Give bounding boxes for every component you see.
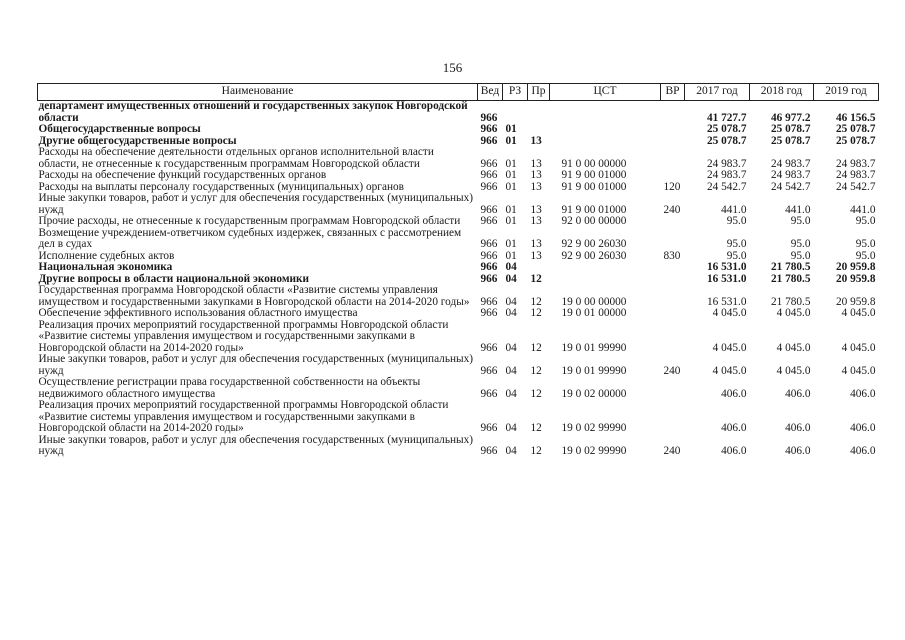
row-rz: 01 — [505, 157, 517, 170]
row-2017: 4 045.0 — [712, 307, 747, 319]
row-rz: 01 — [505, 203, 517, 216]
row-pr: 13 — [530, 157, 542, 170]
row-cst: 91 9 00 01000 — [561, 203, 627, 216]
row-ved: 966 — [480, 215, 498, 227]
row-pr: 12 — [530, 272, 542, 285]
header-name: Наименование — [38, 84, 478, 101]
row-cst: 19 0 02 99990 — [561, 445, 627, 457]
row-2019: 25 078.7 — [835, 134, 876, 147]
row-pr — [528, 101, 550, 125]
row-2018: 406.0 — [785, 387, 811, 400]
table-row — [38, 262, 879, 274]
row-vr — [661, 308, 685, 320]
table-row — [38, 124, 879, 136]
row-cst: 19 0 01 99990 — [561, 341, 627, 354]
row-name: Расходы на обеспечение деятельности отдельных органов исполнительной власти области, не отнесенные к государственным программам Новгородской области — [38, 146, 434, 170]
row-2018: 46 977.2 — [770, 111, 811, 124]
row-2017: 16 531.0 — [706, 261, 747, 273]
row-2017: 406.0 — [721, 445, 747, 457]
header-ved: Вед — [478, 84, 503, 101]
row-cst — [550, 262, 661, 274]
row-rz: 04 — [505, 272, 517, 285]
row-ved: 966 — [480, 169, 498, 181]
row-2019: 20 959.8 — [835, 261, 876, 273]
row-2017: 95.0 — [726, 215, 747, 227]
header-vr: ВР — [661, 84, 685, 101]
header-rz: РЗ — [503, 84, 528, 101]
row-cst: 19 0 00 00000 — [561, 295, 627, 308]
row-pr: 12 — [530, 295, 542, 308]
row-name: Иные закупки товаров, работ и услуг для обеспечения государственных (муниципальных) нужд — [38, 433, 474, 457]
row-rz: 04 — [505, 387, 517, 400]
row-2019: 441.0 — [850, 203, 876, 216]
row-2019: 406.0 — [850, 387, 876, 400]
row-name: Реализация прочих мероприятий государственной программы Новгородской области «Развитие системы управления имуществом и государственными закупками в Новгородской области на 2014-2020 годы» — [38, 399, 449, 434]
row-cst: 92 9 00 26030 — [561, 238, 627, 250]
row-name: Общегосударственные вопросы — [38, 123, 201, 135]
row-name: Национальная экономика — [38, 261, 173, 273]
row-2019: 20 959.8 — [835, 295, 876, 308]
row-2018: 25 078.7 — [770, 123, 811, 135]
row-ved: 966 — [480, 203, 498, 216]
table-row — [38, 377, 879, 400]
row-pr: 13 — [530, 238, 542, 250]
row-pr: 13 — [530, 180, 542, 193]
row-2018: 21 780.5 — [770, 261, 811, 273]
row-cst — [550, 101, 661, 125]
table-row — [38, 400, 879, 435]
page-number: 156 — [442, 60, 463, 75]
row-vr — [661, 136, 685, 148]
row-ved: 966 — [480, 134, 498, 147]
row-2019: 20 959.8 — [835, 272, 876, 285]
row-vr — [661, 216, 685, 228]
row-2017: 95.0 — [726, 249, 747, 262]
header-row — [38, 84, 879, 101]
table-row — [38, 285, 879, 308]
row-2018: 21 780.5 — [770, 272, 811, 285]
row-2017: 16 531.0 — [706, 295, 747, 308]
row-name: Государственная программа Новгородской области «Развитие системы управления имуществом и государственными закупками в Новгородской области на 2014-2020 годы» — [38, 284, 470, 308]
row-cst: 19 0 01 00000 — [561, 307, 627, 319]
row-2017: 441.0 — [721, 203, 747, 216]
row-name: Расходы на обеспечение функций государственных органов — [38, 169, 327, 181]
row-2018: 406.0 — [785, 445, 811, 457]
table-row — [38, 354, 879, 377]
row-name: Иные закупки товаров, работ и услуг для обеспечения государственных (муниципальных) нужд — [38, 192, 474, 216]
row-2017: 16 531.0 — [706, 272, 747, 285]
row-2017: 95.0 — [726, 238, 747, 250]
row-2019: 4 045.0 — [841, 307, 876, 319]
row-vr: 120 — [663, 180, 681, 193]
row-name: Возмещение учреждением-ответчиком судебных издержек, связанных с рассмотрением дел в судах — [38, 226, 462, 250]
row-2019: 95.0 — [855, 238, 876, 250]
row-2019: 46 156.5 — [835, 111, 876, 124]
row-ved: 966 — [480, 123, 498, 135]
row-pr: 13 — [530, 249, 542, 262]
row-ved: 966 — [480, 180, 498, 193]
row-pr: 12 — [530, 364, 542, 377]
row-ved: 966 — [480, 157, 498, 170]
row-rz: 04 — [505, 295, 517, 308]
row-2018: 95.0 — [790, 215, 811, 227]
row-pr: 12 — [530, 445, 542, 457]
row-2017: 25 078.7 — [706, 134, 747, 147]
header-2017: 2017 год — [685, 84, 750, 101]
row-vr — [661, 320, 685, 355]
row-2018: 24 542.7 — [770, 180, 811, 193]
row-vr — [661, 101, 685, 125]
row-2017: 24 542.7 — [706, 180, 747, 193]
row-2019: 95.0 — [855, 249, 876, 262]
row-rz: 01 — [505, 180, 517, 193]
table-body — [38, 101, 879, 458]
header-cst: ЦСТ — [550, 84, 661, 101]
row-2019: 95.0 — [855, 215, 876, 227]
row-pr: 12 — [530, 341, 542, 354]
row-name: Другие общегосударственные вопросы — [38, 134, 237, 147]
row-rz — [503, 101, 528, 125]
row-ved: 966 — [480, 295, 498, 308]
row-rz: 04 — [505, 261, 517, 273]
header-2019: 2019 год — [814, 84, 879, 101]
row-2018: 24 983.7 — [770, 169, 811, 181]
table-row — [38, 228, 879, 251]
header-2018: 2018 год — [750, 84, 814, 101]
row-vr — [661, 274, 685, 286]
row-pr: 13 — [530, 134, 542, 147]
row-ved: 966 — [480, 238, 498, 250]
row-pr — [528, 262, 550, 274]
row-rz: 04 — [505, 307, 517, 319]
row-cst: 91 0 00 00000 — [561, 157, 627, 170]
row-ved: 966 — [480, 261, 498, 273]
header-pr: Пр — [528, 84, 550, 101]
row-vr: 240 — [663, 203, 681, 216]
row-pr: 13 — [530, 203, 542, 216]
row-2019: 24 983.7 — [835, 157, 876, 170]
row-2018: 441.0 — [785, 203, 811, 216]
row-pr: 12 — [530, 422, 542, 434]
row-name: Расходы на выплаты персоналу государственных (муниципальных) органов — [38, 180, 404, 193]
row-cst: 91 9 00 01000 — [561, 180, 627, 193]
row-2017: 24 983.7 — [706, 157, 747, 170]
row-2018: 406.0 — [785, 422, 811, 434]
row-ved: 966 — [480, 249, 498, 262]
row-pr: 13 — [530, 169, 542, 181]
row-cst: 92 0 00 00000 — [561, 215, 627, 227]
row-vr — [661, 124, 685, 136]
row-name: департамент имущественных отношений и государственных закупок Новгородской области — [38, 100, 468, 124]
row-2017: 406.0 — [721, 422, 747, 434]
row-2019: 4 045.0 — [841, 364, 876, 377]
row-cst: 92 9 00 26030 — [561, 249, 627, 262]
row-2019: 24 542.7 — [835, 180, 876, 193]
row-ved: 966 — [480, 445, 498, 457]
row-rz: 01 — [505, 215, 517, 227]
row-cst: 19 0 01 99990 — [561, 364, 627, 377]
row-2018: 95.0 — [790, 249, 811, 262]
row-2018: 25 078.7 — [770, 134, 811, 147]
row-2018: 95.0 — [790, 238, 811, 250]
row-ved: 966 — [480, 272, 498, 285]
row-vr — [661, 147, 685, 170]
row-2018: 4 045.0 — [776, 307, 811, 319]
row-vr — [661, 228, 685, 251]
row-cst — [550, 124, 661, 136]
row-2018: 4 045.0 — [776, 364, 811, 377]
row-cst — [550, 274, 661, 286]
row-vr: 240 — [663, 445, 681, 457]
table-row — [38, 193, 879, 216]
row-2019: 4 045.0 — [841, 341, 876, 354]
row-rz: 01 — [505, 238, 517, 250]
row-2019: 24 983.7 — [835, 169, 876, 181]
table-row — [38, 216, 879, 228]
row-vr: 240 — [663, 364, 681, 377]
row-cst: 91 9 00 01000 — [561, 169, 627, 181]
row-pr: 12 — [530, 307, 542, 319]
row-rz: 04 — [505, 445, 517, 457]
row-2019: 406.0 — [850, 422, 876, 434]
row-cst — [550, 136, 661, 148]
table-row — [38, 308, 879, 320]
budget-table — [37, 83, 879, 458]
row-ved: 966 — [480, 307, 498, 319]
row-pr — [528, 124, 550, 136]
row-rz: 01 — [505, 123, 517, 135]
row-cst: 19 0 02 00000 — [561, 387, 627, 400]
row-2017: 4 045.0 — [712, 341, 747, 354]
row-ved: 966 — [480, 111, 498, 124]
row-vr — [661, 400, 685, 435]
row-2019: 406.0 — [850, 445, 876, 457]
row-pr: 13 — [530, 215, 542, 227]
row-name: Исполнение судебных актов — [38, 249, 175, 262]
row-2017: 406.0 — [721, 387, 747, 400]
row-vr — [661, 377, 685, 400]
table-row — [38, 435, 879, 458]
table-row — [38, 147, 879, 170]
row-rz: 01 — [505, 249, 517, 262]
row-rz: 01 — [505, 134, 517, 147]
row-ved: 966 — [480, 341, 498, 354]
row-name: Иные закупки товаров, работ и услуг для обеспечения государственных (муниципальных) нужд — [38, 353, 474, 377]
row-name: Прочие расходы, не отнесенные к государственным программам Новгородской области — [38, 215, 461, 227]
row-rz: 01 — [505, 169, 517, 181]
row-rz: 04 — [505, 364, 517, 377]
row-vr — [661, 262, 685, 274]
row-name: Обеспечение эффективного использования областного имущества — [38, 307, 358, 319]
row-2018: 21 780.5 — [770, 295, 811, 308]
row-2017: 41 727.7 — [706, 111, 747, 124]
row-ved: 966 — [480, 387, 498, 400]
row-pr: 12 — [530, 387, 542, 400]
row-name: Реализация прочих мероприятий государственной программы Новгородской области «Развитие системы управления имуществом и государственными закупками в Новгородской области на 2014-2020 годы» — [38, 318, 449, 354]
row-2018: 4 045.0 — [776, 341, 811, 354]
table-row — [38, 101, 879, 125]
row-2017: 24 983.7 — [706, 169, 747, 181]
row-2019: 25 078.7 — [835, 123, 876, 135]
row-cst: 19 0 02 99990 — [561, 422, 627, 434]
row-2017: 4 045.0 — [712, 364, 747, 377]
row-ved: 966 — [480, 364, 498, 377]
row-ved: 966 — [480, 422, 498, 434]
row-2017: 25 078.7 — [706, 123, 747, 135]
row-vr: 830 — [663, 249, 681, 262]
row-name: Осуществление регистрации права государственной собственности на объекты недвижимого областного имущества — [38, 376, 421, 400]
row-rz: 04 — [505, 341, 517, 354]
row-rz: 04 — [505, 422, 517, 434]
row-name: Другие вопросы в области национальной экономики — [38, 272, 310, 285]
table-row — [38, 320, 879, 355]
table-row — [38, 170, 879, 182]
row-vr — [661, 285, 685, 308]
row-2018: 24 983.7 — [770, 157, 811, 170]
row-vr — [661, 170, 685, 182]
